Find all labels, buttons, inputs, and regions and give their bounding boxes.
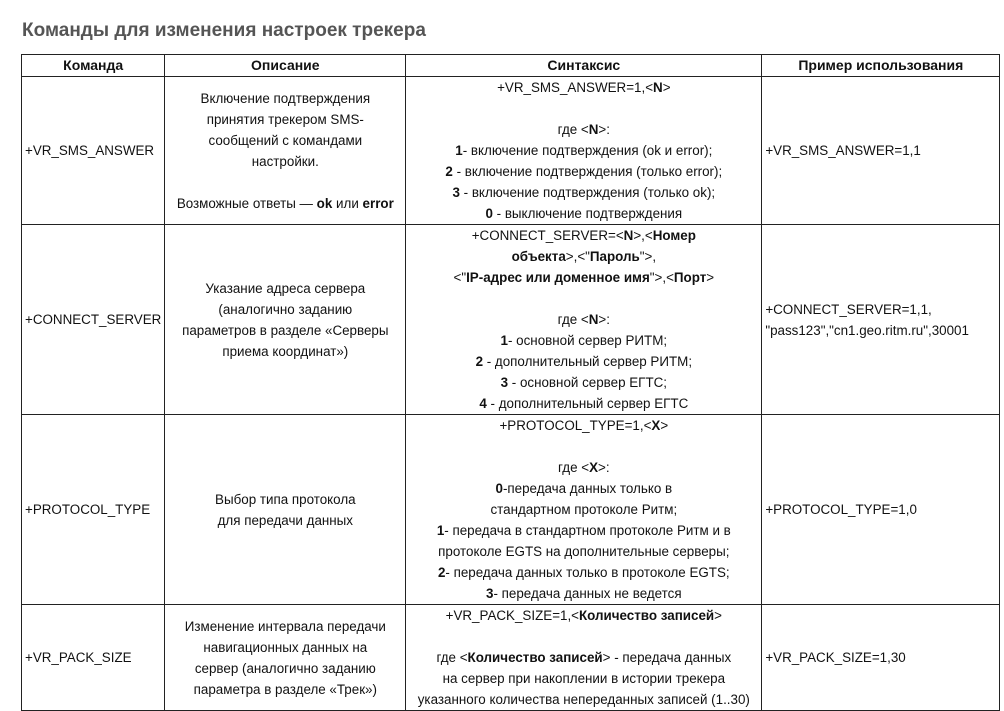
bold-text: 1 xyxy=(455,143,463,158)
bold-text: Порт xyxy=(673,270,707,285)
text-line xyxy=(168,679,402,700)
command-cell xyxy=(22,415,165,605)
bold-text: 0 xyxy=(485,206,493,221)
text-line xyxy=(409,689,758,710)
command-name: +PROTOCOL_TYPE xyxy=(25,502,151,517)
bold-text: 3 xyxy=(486,586,494,601)
syntax-cell xyxy=(406,605,762,711)
text: > xyxy=(662,80,671,95)
text-line xyxy=(168,510,402,531)
text-line xyxy=(409,267,758,288)
text-line xyxy=(409,499,758,520)
example-text: +VR_SMS_ANSWER=1,1 xyxy=(765,143,921,158)
description-cell xyxy=(165,415,406,605)
text: +VR_PACK_SIZE=1,< xyxy=(445,608,579,623)
bold-text: N xyxy=(588,312,599,327)
text: навигационных данных на xyxy=(203,639,368,655)
example-cell xyxy=(762,77,1000,225)
text: > xyxy=(660,418,669,433)
text-line xyxy=(168,130,402,151)
table-row xyxy=(22,77,1000,225)
text: > - передача данных xyxy=(602,650,732,665)
bold-text: error xyxy=(362,195,394,211)
text: -передача данных только в xyxy=(502,481,673,496)
text: - передача данных только в протоколе EGTS; xyxy=(445,565,730,580)
table-row xyxy=(22,605,1000,711)
table-header-row xyxy=(22,55,1000,77)
text: +PROTOCOL_TYPE=1,< xyxy=(499,418,652,433)
header-command: Команда xyxy=(22,55,165,77)
example-cell xyxy=(762,415,1000,605)
text: >: xyxy=(598,312,610,327)
text: где < xyxy=(558,460,590,475)
text: - включение подтверждения (только error); xyxy=(452,164,723,179)
bold-text: 1 xyxy=(500,333,508,348)
text-line xyxy=(409,330,758,351)
text: > xyxy=(714,608,722,623)
text-line xyxy=(168,341,402,362)
syntax-cell xyxy=(406,415,762,605)
text-line xyxy=(409,583,758,604)
text-line xyxy=(409,457,758,478)
bold-text: N xyxy=(653,80,663,95)
text: или xyxy=(332,195,363,211)
text: сервер (аналогично заданию xyxy=(194,660,376,676)
text-line xyxy=(409,562,758,583)
text-line xyxy=(409,372,758,393)
text-line xyxy=(409,140,758,161)
text: Указание адреса сервера xyxy=(205,280,366,296)
text: указанного количества непереданных записей (1..30) xyxy=(417,692,750,707)
text-line xyxy=(168,151,402,172)
text-line xyxy=(409,98,758,119)
bold-text: 3 xyxy=(500,375,509,390)
bold-text: 4 xyxy=(479,396,487,411)
bold-text: 1 xyxy=(436,523,445,538)
command-cell xyxy=(22,225,165,415)
bold-text: X xyxy=(589,460,599,475)
text-line xyxy=(168,88,402,109)
bold-text: N xyxy=(623,228,634,243)
bold-text: X xyxy=(651,418,661,433)
bold-text: 0 xyxy=(495,481,503,496)
text: на сервер при накоплении в истории трекера xyxy=(442,671,726,686)
commands-table xyxy=(21,54,1000,711)
text: - дополнительный сервер ЕГТС xyxy=(486,396,689,411)
text: ">,< xyxy=(649,270,674,285)
table-row xyxy=(22,415,1000,605)
text-line xyxy=(409,182,758,203)
text-line xyxy=(168,172,402,193)
text-line xyxy=(168,109,402,130)
text: - передача в стандартном протоколе Ритм и в xyxy=(444,523,731,538)
command-name: +VR_SMS_ANSWER xyxy=(25,143,155,158)
text: <" xyxy=(453,270,467,285)
example-text: +VR_PACK_SIZE=1,30 xyxy=(765,650,906,665)
command-name: +CONNECT_SERVER xyxy=(25,312,162,327)
text-line xyxy=(409,77,758,98)
header-example: Пример использования xyxy=(762,55,1000,77)
text: для передачи данных xyxy=(217,512,354,528)
text-line xyxy=(409,668,758,689)
bold-text: Пароль xyxy=(589,249,640,264)
bold-text: IP-адрес или доменное имя xyxy=(466,270,650,285)
command-cell xyxy=(22,77,165,225)
text-line xyxy=(409,393,758,414)
description-cell xyxy=(165,605,406,711)
bold-text: ok xyxy=(316,195,333,211)
text: - основной сервер РИТМ; xyxy=(507,333,668,348)
command-name: +VR_PACK_SIZE xyxy=(25,650,132,665)
example-text: "pass123","cn1.geo.ritm.ru",30001 xyxy=(765,322,969,338)
text: протоколе EGTS на дополнительные серверы; xyxy=(438,544,730,559)
text-line xyxy=(168,193,402,214)
text-line xyxy=(409,626,758,647)
text: >,<" xyxy=(565,249,590,264)
text-line xyxy=(168,658,402,679)
text: настройки. xyxy=(251,153,319,169)
header-syntax: Синтаксис xyxy=(406,55,762,77)
text-line xyxy=(409,605,758,626)
text-line xyxy=(409,351,758,372)
text: Включение подтверждения xyxy=(200,90,371,106)
text-line xyxy=(168,320,402,341)
bold-text: 3 xyxy=(452,185,460,200)
text: - включение подтверждения (ok и error); xyxy=(462,143,713,158)
example-text: +CONNECT_SERVER=1,1, xyxy=(765,301,932,317)
bold-text: объекта xyxy=(511,249,566,264)
text: +VR_SMS_ANSWER=1,< xyxy=(497,80,654,95)
command-cell xyxy=(22,605,165,711)
description-cell xyxy=(165,77,406,225)
text: где < xyxy=(557,312,589,327)
text: - включение подтверждения (только ok); xyxy=(459,185,716,200)
syntax-cell xyxy=(406,77,762,225)
text: ">, xyxy=(639,249,657,264)
bold-text: Количество записей xyxy=(579,608,715,623)
text-line xyxy=(409,415,758,436)
text-line xyxy=(168,299,402,320)
text: параметров в разделе «Серверы xyxy=(182,322,389,338)
text: >,< xyxy=(633,228,653,243)
text-line xyxy=(409,288,758,309)
example-cell xyxy=(762,225,1000,415)
text-line xyxy=(168,616,402,637)
text-line xyxy=(409,541,758,562)
bold-text: Номер xyxy=(652,228,696,243)
section-title: Команды для изменения настроек трекера xyxy=(22,20,426,41)
text: Возможные ответы — xyxy=(176,195,317,211)
text: стандартном протоколе Ритм; xyxy=(490,502,678,517)
bold-text: 2 xyxy=(445,164,453,179)
text: - дополнительный сервер РИТМ; xyxy=(483,354,693,369)
text-line xyxy=(409,436,758,457)
table-row xyxy=(22,225,1000,415)
bold-text: N xyxy=(588,122,599,137)
text: (аналогично заданию xyxy=(218,301,353,317)
text-line xyxy=(409,478,758,499)
example-cell xyxy=(762,605,1000,711)
text: >: xyxy=(598,122,610,137)
text: параметра в разделе «Трек») xyxy=(193,681,377,697)
text: Выбор типа протокола xyxy=(215,491,356,507)
text-line xyxy=(409,309,758,330)
text-line xyxy=(168,637,402,658)
text-line xyxy=(409,203,758,224)
text-line xyxy=(409,161,758,182)
text: где < xyxy=(436,650,468,665)
syntax-cell xyxy=(406,225,762,415)
text: +CONNECT_SERVER=< xyxy=(471,228,624,243)
text-line xyxy=(409,119,758,140)
header-description: Описание xyxy=(165,55,406,77)
text: где < xyxy=(557,122,589,137)
text-line xyxy=(409,246,758,267)
bold-text: 2 xyxy=(475,354,484,369)
text: - передача данных не ведется xyxy=(493,586,682,601)
text: приема координат») xyxy=(222,343,349,359)
description-cell xyxy=(165,225,406,415)
text: >: xyxy=(598,460,610,475)
text-line xyxy=(168,489,402,510)
text: принятия трекером SMS- xyxy=(206,111,364,127)
text-line xyxy=(168,278,402,299)
text: сообщений с командами xyxy=(208,132,363,148)
text: - основной сервер ЕГТС; xyxy=(508,375,668,390)
bold-text: Количество записей xyxy=(467,650,603,665)
text-line xyxy=(409,520,758,541)
text: > xyxy=(706,270,715,285)
text-line xyxy=(409,647,758,668)
text: - выключение подтверждения xyxy=(492,206,683,221)
bold-text: 2 xyxy=(437,565,446,580)
text: Изменение интервала передачи xyxy=(184,618,386,634)
text-line xyxy=(409,225,758,246)
example-text: +PROTOCOL_TYPE=1,0 xyxy=(765,502,917,517)
